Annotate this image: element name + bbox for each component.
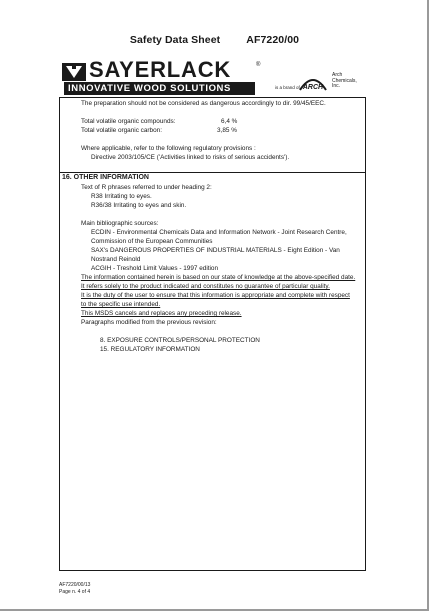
- disclaimer-line: This MSDS cancels and replaces any preceding release.: [81, 310, 242, 317]
- voc-label: Total volatile organic compounds:: [81, 118, 176, 125]
- product-code: AF7220/00: [246, 34, 300, 46]
- disclaimer-line: It refers solely to the product indicated and constitutes no guarantee of particular quality.: [81, 283, 330, 290]
- modified-item: 15. REGULATORY INFORMATION: [100, 346, 200, 353]
- disclaimer-line: The information contained herein is based on our state of knowledge at the above-specified date.: [81, 274, 356, 281]
- section-heading: 16. OTHER INFORMATION: [62, 174, 149, 181]
- document-title: [0, 34, 429, 46]
- arch-logo: [298, 74, 328, 92]
- section-divider: [59, 172, 366, 173]
- sources-intro: Main bibliographic sources:: [81, 220, 159, 227]
- voc-carbon-label: Total volatile organic carbon:: [81, 127, 162, 134]
- sayerlack-mark-logo: [62, 63, 86, 81]
- brand-of-text: is a brand of: [275, 85, 300, 90]
- footer-doc-id: AF7220/00/13: [59, 582, 91, 588]
- arch-logo-text: ARCH: [302, 84, 324, 91]
- modified-intro: Paragraphs modified from the previous revision:: [81, 319, 217, 326]
- arch-company-name: Arch Chemicals, Inc.: [332, 72, 357, 89]
- modified-item: 8. EXPOSURE CONTROLS/PERSONAL PROTECTION: [100, 337, 260, 344]
- content-frame: [59, 97, 366, 571]
- logo-tagline: INNOVATIVE WOOD SOLUTIONS: [68, 83, 231, 94]
- r-phrase-item: R38 Irritating to eyes.: [91, 193, 152, 200]
- source-line: Nostrand Reinold: [91, 256, 141, 263]
- r-phrases-intro: Text of R phrases referred to under heading 2:: [81, 184, 212, 191]
- voc-carbon-value: 3,85 %: [217, 127, 237, 134]
- source-line: ECDIN - Environmental Chemicals Data and Information Network - Joint Research Centre,: [91, 229, 347, 236]
- source-line: Commission of the European Communities: [91, 238, 213, 245]
- voc-value: 6,4 %: [221, 118, 238, 125]
- title-text: Safety Data Sheet: [129, 34, 221, 46]
- dangerous-note: The preparation should not be considered as dangerous accordingly to dir. 99/45/EEC.: [81, 100, 326, 107]
- r-phrase-item: R36/38 Irritating to eyes and skin.: [91, 202, 187, 209]
- source-line: SAX's DANGEROUS PROPERTIES OF INDUSTRIAL MATERIALS - Eight Edition - Van: [91, 247, 340, 254]
- regulatory-intro: Where applicable, refer to the following regulatory provisions :: [81, 145, 256, 152]
- footer-page-number: Page n. 4 of 4: [59, 589, 91, 595]
- disclaimer-line: It is the duty of the user to ensure that this information is appropriate and complete with respect: [81, 292, 350, 299]
- directive-text: Directive 2003/105/CE ('Activities linked to risks of serious accidents').: [91, 154, 290, 161]
- disclaimer-line: to the specific use intended.: [81, 301, 161, 308]
- trademark-symbol: ®: [256, 62, 261, 68]
- source-line: ACGIH - Treshold Limit Values - 1997 edition: [91, 265, 219, 272]
- logo-wordmark: SAYERLACK: [89, 57, 232, 82]
